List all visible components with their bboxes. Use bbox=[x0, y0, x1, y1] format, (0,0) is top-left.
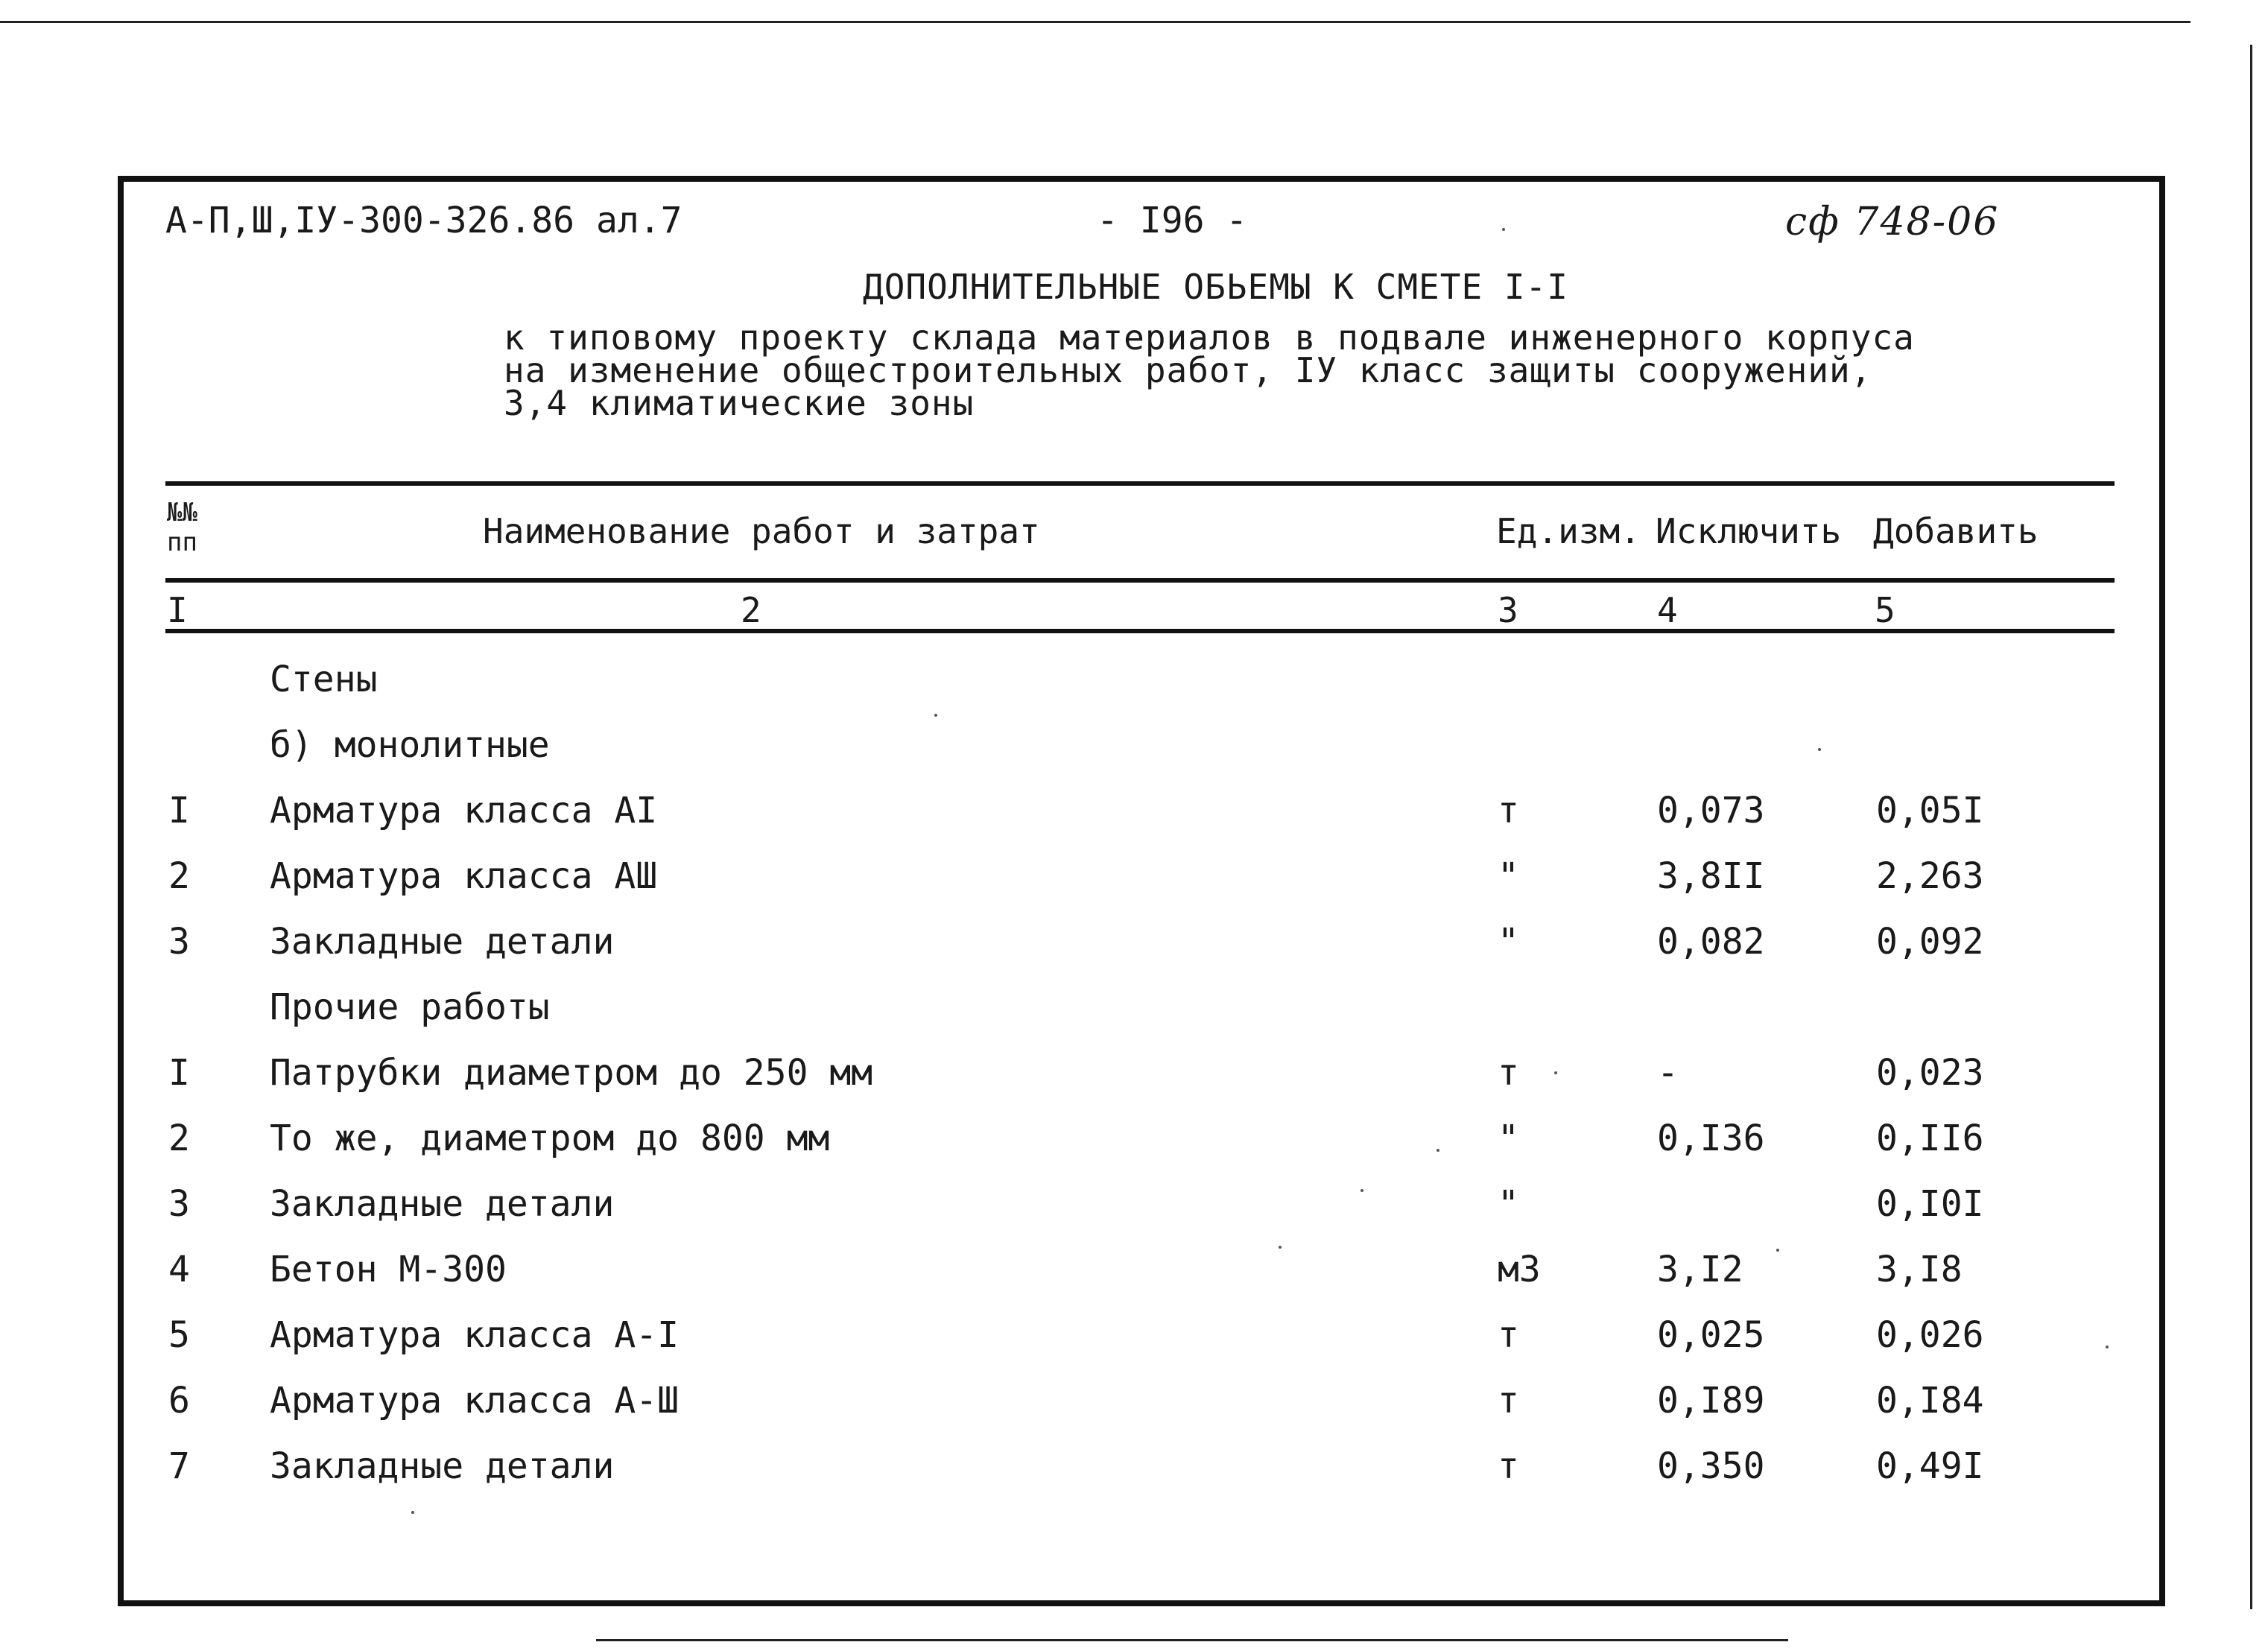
table-row-name: Закладные детали bbox=[270, 1445, 615, 1487]
table-row-name: Патрубки диаметром до 250 мм bbox=[270, 1052, 873, 1094]
table-top-rule bbox=[165, 481, 2115, 486]
scan-right-edge bbox=[2250, 45, 2252, 1609]
document-code: А-П,Ш,IУ-300-326.86 ал.7 bbox=[165, 200, 682, 241]
column-header-name: Наименование работ и затрат bbox=[483, 511, 1040, 551]
table-row-num: 6 bbox=[168, 1380, 190, 1422]
scan-speck bbox=[1818, 748, 1821, 751]
table-row-exclude: 0,073 bbox=[1657, 790, 1765, 831]
table-row-unit: т bbox=[1498, 1052, 1519, 1094]
table-row-add: 0,I84 bbox=[1876, 1380, 1984, 1422]
table-row-exclude: 0,082 bbox=[1657, 921, 1765, 963]
table-row-add: 0,49I bbox=[1876, 1445, 1984, 1487]
scan-speck bbox=[2106, 1346, 2109, 1348]
table-row-name: Арматура класса АШ bbox=[270, 855, 658, 897]
table-row-name: То же, диаметром до 800 мм bbox=[270, 1118, 830, 1159]
table-row-name: Закладные детали bbox=[270, 1183, 615, 1225]
scan-speck bbox=[1502, 228, 1505, 231]
table-row-unit: т bbox=[1498, 1445, 1519, 1487]
table-row-num: 4 bbox=[168, 1249, 190, 1290]
subtitle-line-2: на изменение общестроительных работ, IУ класс защиты сооружений, bbox=[504, 350, 1872, 390]
table-row-num: 5 bbox=[168, 1314, 190, 1356]
table-header-rule bbox=[165, 578, 2115, 583]
subtitle-line-1: к типовому проекту склада материалов в подвале инженерного корпуса bbox=[504, 317, 1915, 358]
table-row-exclude: 3,I2 bbox=[1657, 1249, 1743, 1290]
handwritten-reference: сф 748-06 bbox=[1785, 200, 2000, 244]
table-row-unit: т bbox=[1498, 790, 1519, 831]
table-row-add: 0,023 bbox=[1876, 1052, 1984, 1094]
table-row-add: 0,II6 bbox=[1876, 1118, 1984, 1159]
table-row-unit: м3 bbox=[1498, 1249, 1541, 1290]
scan-speck bbox=[1279, 1246, 1282, 1249]
table-row-name: Арматура класса АI bbox=[270, 790, 658, 831]
scan-speck bbox=[1554, 1071, 1557, 1074]
scan-speck bbox=[411, 1511, 414, 1514]
table-row-add: 0,026 bbox=[1876, 1314, 1984, 1356]
column-header-add: Добавить bbox=[1873, 511, 2039, 551]
scan-bottom-edge bbox=[596, 1639, 1788, 1641]
table-colnum-rule bbox=[165, 629, 2115, 633]
table-row-add: 0,092 bbox=[1876, 921, 1984, 963]
table-row-unit: т bbox=[1498, 1314, 1519, 1356]
table-row-unit: " bbox=[1498, 855, 1519, 897]
table-row-exclude: 3,8II bbox=[1657, 855, 1765, 897]
column-header-num: №№ пп bbox=[167, 498, 197, 557]
scan-top-edge bbox=[0, 21, 2191, 23]
table-row-unit: т bbox=[1498, 1380, 1519, 1422]
table-row-num: I bbox=[168, 1052, 190, 1094]
table-row-num: 3 bbox=[168, 921, 190, 963]
table-row-exclude: - bbox=[1657, 1052, 1679, 1094]
table-row-unit: " bbox=[1498, 1183, 1519, 1225]
subtitle-line-3: 3,4 климатические зоны bbox=[504, 383, 975, 423]
table-row-name: Бетон М-300 bbox=[270, 1249, 507, 1290]
table-row-name: Прочие работы bbox=[270, 986, 550, 1028]
page-number: - I96 - bbox=[1097, 200, 1248, 241]
table-row-name: б) монолитные bbox=[270, 724, 550, 766]
table-row-num: 2 bbox=[168, 855, 190, 897]
table-row-exclude: 0,I36 bbox=[1657, 1118, 1765, 1159]
column-header-unit: Ед.изм. bbox=[1496, 511, 1641, 551]
table-row-name: Арматура класса А-I bbox=[270, 1314, 680, 1356]
column-header-exclude: Исключить bbox=[1656, 511, 1842, 551]
table-row-num: 2 bbox=[168, 1118, 190, 1159]
table-row-name: Стены bbox=[270, 659, 378, 700]
table-row-add: 0,05I bbox=[1876, 790, 1984, 831]
table-row-exclude: 0,I89 bbox=[1657, 1380, 1765, 1422]
table-row-add: 0,I0I bbox=[1876, 1183, 1984, 1225]
column-number-2: 2 bbox=[741, 590, 761, 630]
scan-speck bbox=[1436, 1149, 1439, 1152]
document-title: ДОПОЛНИТЕЛЬНЫЕ ОБЬЕМЫ К СМЕТЕ I-I bbox=[863, 267, 1568, 307]
table-row-add: 2,263 bbox=[1876, 855, 1984, 897]
scan-speck bbox=[1361, 1189, 1363, 1192]
table-row-unit: " bbox=[1498, 1118, 1519, 1159]
table-row-unit: " bbox=[1498, 921, 1519, 963]
column-number-4: 4 bbox=[1657, 590, 1678, 630]
column-number-1: I bbox=[167, 590, 188, 630]
column-number-3: 3 bbox=[1498, 590, 1518, 630]
table-row-exclude: 0,025 bbox=[1657, 1314, 1765, 1356]
table-row-add: 3,I8 bbox=[1876, 1249, 1963, 1290]
scan-speck bbox=[1776, 1249, 1779, 1252]
table-row-num: 7 bbox=[168, 1445, 190, 1487]
table-row-exclude: 0,350 bbox=[1657, 1445, 1765, 1487]
table-row-name: Арматура класса А-Ш bbox=[270, 1380, 680, 1422]
table-row-num: 3 bbox=[168, 1183, 190, 1225]
scan-speck bbox=[934, 714, 937, 717]
table-row-name: Закладные детали bbox=[270, 921, 615, 963]
table-row-num: I bbox=[168, 790, 190, 831]
column-number-5: 5 bbox=[1875, 590, 1895, 630]
